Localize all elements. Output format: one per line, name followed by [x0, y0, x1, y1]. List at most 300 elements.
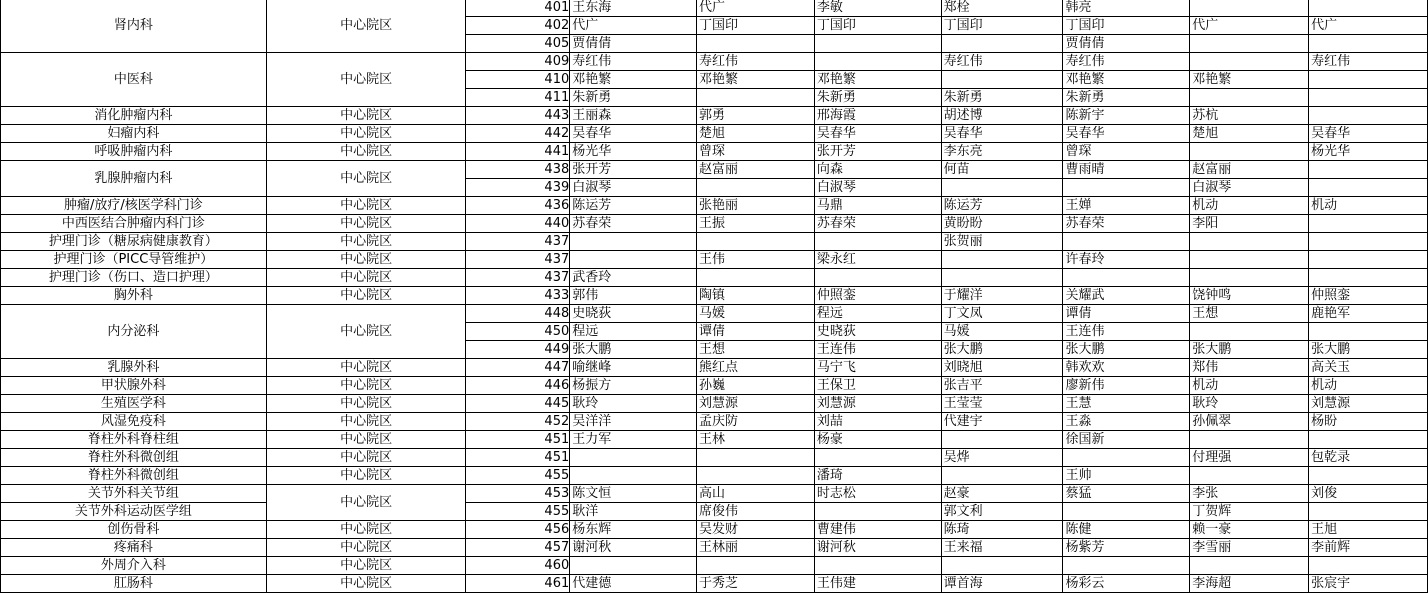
campus-cell[interactable]: 中心院区	[266, 395, 466, 413]
room-cell[interactable]: 436	[466, 197, 570, 215]
department-cell[interactable]: 妇瘤内科	[1, 125, 267, 143]
staff-cell[interactable]	[1309, 215, 1428, 233]
staff-cell[interactable]	[1309, 0, 1428, 17]
staff-cell[interactable]: 谭倩	[697, 323, 815, 341]
staff-cell[interactable]	[814, 233, 941, 251]
staff-cell[interactable]: 寿红伟	[697, 53, 815, 71]
room-cell[interactable]: 409	[466, 53, 570, 71]
department-cell[interactable]: 护理门诊（伤口、造口护理）	[1, 269, 267, 287]
staff-cell[interactable]: 郭勇	[697, 107, 815, 125]
staff-cell[interactable]	[941, 431, 1063, 449]
department-cell[interactable]: 胸外科	[1, 287, 267, 305]
staff-cell[interactable]: 吴洋洋	[570, 413, 697, 431]
department-cell[interactable]: 关节外科关节组	[1, 485, 267, 503]
staff-cell[interactable]	[1190, 143, 1309, 161]
campus-cell[interactable]: 中心院区	[266, 467, 466, 485]
room-cell[interactable]: 440	[466, 215, 570, 233]
staff-cell[interactable]: 耿洋	[570, 503, 697, 521]
department-cell[interactable]: 中西医结合肿瘤内科门诊	[1, 215, 267, 233]
staff-cell[interactable]	[1063, 269, 1190, 287]
staff-cell[interactable]	[1063, 557, 1190, 575]
staff-cell[interactable]	[697, 449, 815, 467]
staff-cell[interactable]: 朱新勇	[941, 89, 1063, 107]
campus-cell[interactable]: 中心院区	[266, 449, 466, 467]
staff-cell[interactable]: 黄盼盼	[941, 215, 1063, 233]
room-cell[interactable]: 455	[466, 503, 570, 521]
department-cell[interactable]: 关节外科运动医学组	[1, 503, 267, 521]
staff-cell[interactable]: 谢河秋	[814, 539, 941, 557]
staff-cell[interactable]: 耿玲	[570, 395, 697, 413]
staff-cell[interactable]: 饶钟鸣	[1190, 287, 1309, 305]
staff-cell[interactable]	[1190, 89, 1309, 107]
staff-cell[interactable]: 付理强	[1190, 449, 1309, 467]
staff-cell[interactable]	[941, 251, 1063, 269]
staff-cell[interactable]: 杨紫芳	[1063, 539, 1190, 557]
staff-cell[interactable]: 席俊伟	[697, 503, 815, 521]
staff-cell[interactable]	[1190, 557, 1309, 575]
staff-cell[interactable]	[570, 233, 697, 251]
staff-cell[interactable]	[1190, 269, 1309, 287]
staff-cell[interactable]	[697, 179, 815, 197]
staff-cell[interactable]: 机动	[1309, 197, 1428, 215]
room-cell[interactable]: 449	[466, 341, 570, 359]
staff-cell[interactable]: 代广	[570, 17, 697, 35]
staff-cell[interactable]: 机动	[1190, 197, 1309, 215]
campus-cell[interactable]: 中心院区	[266, 53, 466, 107]
staff-cell[interactable]: 苏春荣	[570, 215, 697, 233]
room-cell[interactable]: 446	[466, 377, 570, 395]
staff-cell[interactable]: 代建宇	[941, 413, 1063, 431]
department-cell[interactable]: 疼痛科	[1, 539, 267, 557]
staff-cell[interactable]: 史晓荻	[570, 305, 697, 323]
department-cell[interactable]: 中医科	[1, 53, 267, 107]
department-cell[interactable]: 外周介入科	[1, 557, 267, 575]
staff-cell[interactable]: 张贺丽	[941, 233, 1063, 251]
staff-cell[interactable]: 赵富丽	[697, 161, 815, 179]
staff-cell[interactable]	[1190, 0, 1309, 17]
staff-cell[interactable]	[1190, 233, 1309, 251]
staff-cell[interactable]	[1309, 251, 1428, 269]
staff-cell[interactable]: 韩亮	[1063, 0, 1190, 17]
room-cell[interactable]: 448	[466, 305, 570, 323]
room-cell[interactable]: 457	[466, 539, 570, 557]
staff-cell[interactable]: 谭首海	[941, 575, 1063, 593]
staff-cell[interactable]: 吴春华	[941, 125, 1063, 143]
campus-cell[interactable]: 中心院区	[266, 251, 466, 269]
campus-cell[interactable]: 中心院区	[266, 431, 466, 449]
staff-cell[interactable]	[1309, 323, 1428, 341]
staff-cell[interactable]: 王淼	[1063, 413, 1190, 431]
staff-cell[interactable]: 鹿艳军	[1309, 305, 1428, 323]
staff-cell[interactable]: 张艳丽	[697, 197, 815, 215]
staff-cell[interactable]: 仲照銮	[1309, 287, 1428, 305]
staff-cell[interactable]: 王来福	[941, 539, 1063, 557]
department-cell[interactable]: 甲状腺外科	[1, 377, 267, 395]
room-cell[interactable]: 442	[466, 125, 570, 143]
staff-cell[interactable]: 张开芳	[814, 143, 941, 161]
staff-cell[interactable]: 陈琦	[941, 521, 1063, 539]
staff-cell[interactable]: 王伟建	[814, 575, 941, 593]
staff-cell[interactable]	[941, 269, 1063, 287]
staff-cell[interactable]: 赵富丽	[1190, 161, 1309, 179]
room-cell[interactable]: 410	[466, 71, 570, 89]
department-cell[interactable]: 脊柱外科微创组	[1, 449, 267, 467]
staff-cell[interactable]: 王伟	[697, 251, 815, 269]
staff-cell[interactable]: 杨彩云	[1063, 575, 1190, 593]
staff-cell[interactable]: 杨振方	[570, 377, 697, 395]
staff-cell[interactable]: 李雪丽	[1190, 539, 1309, 557]
staff-cell[interactable]: 王振	[697, 215, 815, 233]
staff-cell[interactable]: 丁国印	[697, 17, 815, 35]
staff-cell[interactable]	[570, 449, 697, 467]
campus-cell[interactable]: 中心院区	[266, 233, 466, 251]
room-cell[interactable]: 461	[466, 575, 570, 593]
staff-cell[interactable]: 楚旭	[1190, 125, 1309, 143]
room-cell[interactable]: 443	[466, 107, 570, 125]
staff-cell[interactable]: 王旭	[1309, 521, 1428, 539]
staff-cell[interactable]: 寿红伟	[1063, 53, 1190, 71]
staff-cell[interactable]	[1190, 251, 1309, 269]
campus-cell[interactable]: 中心院区	[266, 305, 466, 359]
staff-cell[interactable]: 刘喆	[814, 413, 941, 431]
department-cell[interactable]: 肾内科	[1, 0, 267, 53]
staff-cell[interactable]: 高山	[697, 485, 815, 503]
staff-cell[interactable]: 王林丽	[697, 539, 815, 557]
staff-cell[interactable]: 杨光华	[570, 143, 697, 161]
staff-cell[interactable]	[814, 503, 941, 521]
staff-cell[interactable]: 梁永红	[814, 251, 941, 269]
room-cell[interactable]: 401	[466, 0, 570, 17]
campus-cell[interactable]: 中心院区	[266, 557, 466, 575]
staff-cell[interactable]	[570, 467, 697, 485]
staff-cell[interactable]: 廖新伟	[1063, 377, 1190, 395]
staff-cell[interactable]: 王连伟	[1063, 323, 1190, 341]
staff-cell[interactable]: 郭文利	[941, 503, 1063, 521]
staff-cell[interactable]	[1190, 323, 1309, 341]
campus-cell[interactable]: 中心院区	[266, 269, 466, 287]
staff-cell[interactable]	[1309, 179, 1428, 197]
staff-cell[interactable]: 仲照銮	[814, 287, 941, 305]
staff-cell[interactable]: 王林	[697, 431, 815, 449]
staff-cell[interactable]: 机动	[1190, 377, 1309, 395]
staff-cell[interactable]: 陈文恒	[570, 485, 697, 503]
room-cell[interactable]: 438	[466, 161, 570, 179]
staff-cell[interactable]: 徐国新	[1063, 431, 1190, 449]
staff-cell[interactable]: 朱新勇	[1063, 89, 1190, 107]
room-cell[interactable]: 460	[466, 557, 570, 575]
staff-cell[interactable]: 吴春华	[1063, 125, 1190, 143]
staff-cell[interactable]: 郭伟	[570, 287, 697, 305]
staff-cell[interactable]: 赖一豪	[1190, 521, 1309, 539]
staff-cell[interactable]: 丁贺辉	[1190, 503, 1309, 521]
staff-cell[interactable]: 丁国印	[814, 17, 941, 35]
staff-cell[interactable]: 郑栓	[941, 0, 1063, 17]
department-cell[interactable]: 风湿免疫科	[1, 413, 267, 431]
staff-cell[interactable]: 王丽森	[570, 107, 697, 125]
staff-cell[interactable]: 吴春华	[570, 125, 697, 143]
staff-cell[interactable]: 李敏	[814, 0, 941, 17]
department-cell[interactable]: 内分泌科	[1, 305, 267, 359]
staff-cell[interactable]	[697, 467, 815, 485]
staff-cell[interactable]	[1309, 71, 1428, 89]
staff-cell[interactable]: 邢海霞	[814, 107, 941, 125]
campus-cell[interactable]: 中心院区	[266, 575, 466, 593]
staff-cell[interactable]: 马宁飞	[814, 359, 941, 377]
room-cell[interactable]: 441	[466, 143, 570, 161]
campus-cell[interactable]: 中心院区	[266, 0, 466, 53]
staff-cell[interactable]: 王莹莹	[941, 395, 1063, 413]
campus-cell[interactable]: 中心院区	[266, 413, 466, 431]
staff-cell[interactable]: 贾倩倩	[1063, 35, 1190, 53]
staff-cell[interactable]	[1190, 467, 1309, 485]
staff-cell[interactable]	[941, 467, 1063, 485]
staff-cell[interactable]	[1190, 35, 1309, 53]
staff-cell[interactable]	[1309, 431, 1428, 449]
staff-cell[interactable]: 熊红点	[697, 359, 815, 377]
room-cell[interactable]: 455	[466, 467, 570, 485]
staff-cell[interactable]: 代建德	[570, 575, 697, 593]
staff-cell[interactable]: 史晓荻	[814, 323, 941, 341]
staff-cell[interactable]: 王连伟	[814, 341, 941, 359]
room-cell[interactable]: 405	[466, 35, 570, 53]
staff-cell[interactable]: 朱新勇	[570, 89, 697, 107]
department-cell[interactable]: 肛肠科	[1, 575, 267, 593]
campus-cell[interactable]: 中心院区	[266, 125, 466, 143]
staff-cell[interactable]: 许春玲	[1063, 251, 1190, 269]
staff-cell[interactable]: 王东海	[570, 0, 697, 17]
staff-cell[interactable]: 楚旭	[697, 125, 815, 143]
staff-cell[interactable]: 孙佩翠	[1190, 413, 1309, 431]
staff-cell[interactable]	[1309, 161, 1428, 179]
staff-cell[interactable]	[814, 557, 941, 575]
staff-cell[interactable]	[697, 233, 815, 251]
staff-cell[interactable]	[697, 269, 815, 287]
department-cell[interactable]: 消化肿瘤内科	[1, 107, 267, 125]
staff-cell[interactable]: 高关玉	[1309, 359, 1428, 377]
staff-cell[interactable]	[1309, 557, 1428, 575]
campus-cell[interactable]: 中心院区	[266, 359, 466, 377]
staff-cell[interactable]: 孟庆防	[697, 413, 815, 431]
staff-cell[interactable]: 苏春荣	[1063, 215, 1190, 233]
staff-cell[interactable]: 郑伟	[1190, 359, 1309, 377]
staff-cell[interactable]: 代广	[1190, 17, 1309, 35]
staff-cell[interactable]	[814, 269, 941, 287]
department-cell[interactable]: 脊柱外科脊柱组	[1, 431, 267, 449]
staff-cell[interactable]: 曹建伟	[814, 521, 941, 539]
campus-cell[interactable]: 中心院区	[266, 287, 466, 305]
staff-cell[interactable]: 王保卫	[814, 377, 941, 395]
staff-cell[interactable]: 杨东辉	[570, 521, 697, 539]
room-cell[interactable]: 447	[466, 359, 570, 377]
staff-cell[interactable]: 马鼎	[814, 197, 941, 215]
staff-cell[interactable]: 陈运芳	[941, 197, 1063, 215]
staff-cell[interactable]	[941, 71, 1063, 89]
staff-cell[interactable]: 陈新宇	[1063, 107, 1190, 125]
staff-cell[interactable]: 陈运芳	[570, 197, 697, 215]
staff-cell[interactable]: 丁国印	[941, 17, 1063, 35]
staff-cell[interactable]: 时志松	[814, 485, 941, 503]
staff-cell[interactable]: 张吉平	[941, 377, 1063, 395]
staff-cell[interactable]	[1309, 89, 1428, 107]
staff-cell[interactable]: 张大鹏	[941, 341, 1063, 359]
room-cell[interactable]: 456	[466, 521, 570, 539]
room-cell[interactable]: 437	[466, 233, 570, 251]
department-cell[interactable]: 护理门诊（糖尿病健康教育）	[1, 233, 267, 251]
staff-cell[interactable]: 刘慧源	[1309, 395, 1428, 413]
campus-cell[interactable]: 中心院区	[266, 197, 466, 215]
staff-cell[interactable]	[1190, 431, 1309, 449]
staff-cell[interactable]: 陈健	[1063, 521, 1190, 539]
staff-cell[interactable]: 包乾录	[1309, 449, 1428, 467]
room-cell[interactable]: 437	[466, 251, 570, 269]
staff-cell[interactable]	[570, 557, 697, 575]
staff-cell[interactable]: 孙巍	[697, 377, 815, 395]
campus-cell[interactable]: 中心院区	[266, 539, 466, 557]
staff-cell[interactable]: 谭倩	[1063, 305, 1190, 323]
department-cell[interactable]: 护理门诊（PICC导管维护）	[1, 251, 267, 269]
staff-cell[interactable]: 白淑琴	[1190, 179, 1309, 197]
staff-cell[interactable]	[1309, 233, 1428, 251]
staff-cell[interactable]: 赵豪	[941, 485, 1063, 503]
room-cell[interactable]: 411	[466, 89, 570, 107]
staff-cell[interactable]: 曾琛	[1063, 143, 1190, 161]
staff-cell[interactable]: 马媛	[941, 323, 1063, 341]
room-cell[interactable]: 437	[466, 269, 570, 287]
staff-cell[interactable]: 白淑琴	[814, 179, 941, 197]
staff-cell[interactable]: 吴春华	[1309, 125, 1428, 143]
room-cell[interactable]: 451	[466, 431, 570, 449]
staff-cell[interactable]	[814, 449, 941, 467]
staff-cell[interactable]: 邓艳繁	[1063, 71, 1190, 89]
staff-cell[interactable]: 机动	[1309, 377, 1428, 395]
staff-cell[interactable]: 刘慧源	[814, 395, 941, 413]
staff-cell[interactable]: 丁国印	[1063, 17, 1190, 35]
staff-cell[interactable]: 王力军	[570, 431, 697, 449]
staff-cell[interactable]: 曾琛	[697, 143, 815, 161]
campus-cell[interactable]: 中心院区	[266, 485, 466, 521]
room-cell[interactable]: 450	[466, 323, 570, 341]
staff-cell[interactable]: 丁文凤	[941, 305, 1063, 323]
staff-cell[interactable]	[941, 179, 1063, 197]
staff-cell[interactable]: 张开芳	[570, 161, 697, 179]
staff-cell[interactable]: 王想	[1190, 305, 1309, 323]
staff-cell[interactable]	[1190, 53, 1309, 71]
campus-cell[interactable]: 中心院区	[266, 161, 466, 197]
staff-cell[interactable]: 蔡猛	[1063, 485, 1190, 503]
staff-cell[interactable]: 马媛	[697, 305, 815, 323]
staff-cell[interactable]	[814, 35, 941, 53]
staff-cell[interactable]	[1063, 233, 1190, 251]
staff-cell[interactable]: 刘慧源	[697, 395, 815, 413]
staff-cell[interactable]: 武香玲	[570, 269, 697, 287]
staff-cell[interactable]	[1063, 179, 1190, 197]
department-cell[interactable]: 脊柱外科微创组	[1, 467, 267, 485]
staff-cell[interactable]: 关耀武	[1063, 287, 1190, 305]
department-cell[interactable]: 呼吸肿瘤内科	[1, 143, 267, 161]
staff-cell[interactable]: 王想	[697, 341, 815, 359]
staff-cell[interactable]: 何苗	[941, 161, 1063, 179]
campus-cell[interactable]: 中心院区	[266, 377, 466, 395]
staff-cell[interactable]: 邓艳繁	[570, 71, 697, 89]
campus-cell[interactable]: 中心院区	[266, 215, 466, 233]
staff-cell[interactable]: 代广	[1309, 17, 1428, 35]
staff-cell[interactable]: 曹雨晴	[1063, 161, 1190, 179]
staff-cell[interactable]: 李前辉	[1309, 539, 1428, 557]
room-cell[interactable]: 402	[466, 17, 570, 35]
staff-cell[interactable]: 邓艳繁	[1190, 71, 1309, 89]
staff-cell[interactable]: 张宸宇	[1309, 575, 1428, 593]
staff-cell[interactable]: 陶镇	[697, 287, 815, 305]
staff-cell[interactable]: 白淑琴	[570, 179, 697, 197]
staff-cell[interactable]: 李东亮	[941, 143, 1063, 161]
staff-cell[interactable]: 王慧	[1063, 395, 1190, 413]
staff-cell[interactable]: 苏春荣	[814, 215, 941, 233]
staff-cell[interactable]	[1063, 449, 1190, 467]
staff-cell[interactable]: 杨盼	[1309, 413, 1428, 431]
staff-cell[interactable]: 向森	[814, 161, 941, 179]
staff-cell[interactable]: 李阳	[1190, 215, 1309, 233]
staff-cell[interactable]: 邓艳繁	[697, 71, 815, 89]
staff-cell[interactable]	[1309, 107, 1428, 125]
department-cell[interactable]: 乳腺肿瘤内科	[1, 161, 267, 197]
staff-cell[interactable]: 王帅	[1063, 467, 1190, 485]
staff-cell[interactable]: 吴春华	[814, 125, 941, 143]
staff-cell[interactable]: 张大鹏	[1063, 341, 1190, 359]
staff-cell[interactable]: 吴烨	[941, 449, 1063, 467]
staff-cell[interactable]	[1309, 35, 1428, 53]
department-cell[interactable]: 肿瘤/放疗/核医学科门诊	[1, 197, 267, 215]
staff-cell[interactable]	[1309, 467, 1428, 485]
staff-cell[interactable]: 程远	[570, 323, 697, 341]
staff-cell[interactable]	[941, 35, 1063, 53]
staff-cell[interactable]: 邓艳繁	[814, 71, 941, 89]
staff-cell[interactable]: 李海超	[1190, 575, 1309, 593]
staff-cell[interactable]	[570, 251, 697, 269]
staff-cell[interactable]: 寿红伟	[941, 53, 1063, 71]
staff-cell[interactable]: 谢河秋	[570, 539, 697, 557]
room-cell[interactable]: 453	[466, 485, 570, 503]
staff-cell[interactable]: 代广	[697, 0, 815, 17]
staff-cell[interactable]: 苏杭	[1190, 107, 1309, 125]
staff-cell[interactable]: 寿红伟	[1309, 53, 1428, 71]
staff-cell[interactable]: 于耀洋	[941, 287, 1063, 305]
staff-cell[interactable]: 程远	[814, 305, 941, 323]
staff-cell[interactable]	[697, 89, 815, 107]
staff-cell[interactable]: 李张	[1190, 485, 1309, 503]
staff-cell[interactable]: 王婵	[1063, 197, 1190, 215]
staff-cell[interactable]: 张大鹏	[570, 341, 697, 359]
department-cell[interactable]: 创伤骨科	[1, 521, 267, 539]
room-cell[interactable]: 451	[466, 449, 570, 467]
staff-cell[interactable]	[697, 35, 815, 53]
staff-cell[interactable]	[697, 557, 815, 575]
room-cell[interactable]: 439	[466, 179, 570, 197]
campus-cell[interactable]: 中心院区	[266, 521, 466, 539]
campus-cell[interactable]: 中心院区	[266, 143, 466, 161]
room-cell[interactable]: 433	[466, 287, 570, 305]
staff-cell[interactable]: 潘琦	[814, 467, 941, 485]
staff-cell[interactable]: 张大鹏	[1190, 341, 1309, 359]
staff-cell[interactable]	[941, 557, 1063, 575]
staff-cell[interactable]: 杨豪	[814, 431, 941, 449]
staff-cell[interactable]	[1309, 503, 1428, 521]
room-cell[interactable]: 445	[466, 395, 570, 413]
staff-cell[interactable]	[814, 53, 941, 71]
staff-cell[interactable]	[1063, 503, 1190, 521]
staff-cell[interactable]: 于秀芝	[697, 575, 815, 593]
staff-cell[interactable]	[1309, 269, 1428, 287]
staff-cell[interactable]: 吴发财	[697, 521, 815, 539]
